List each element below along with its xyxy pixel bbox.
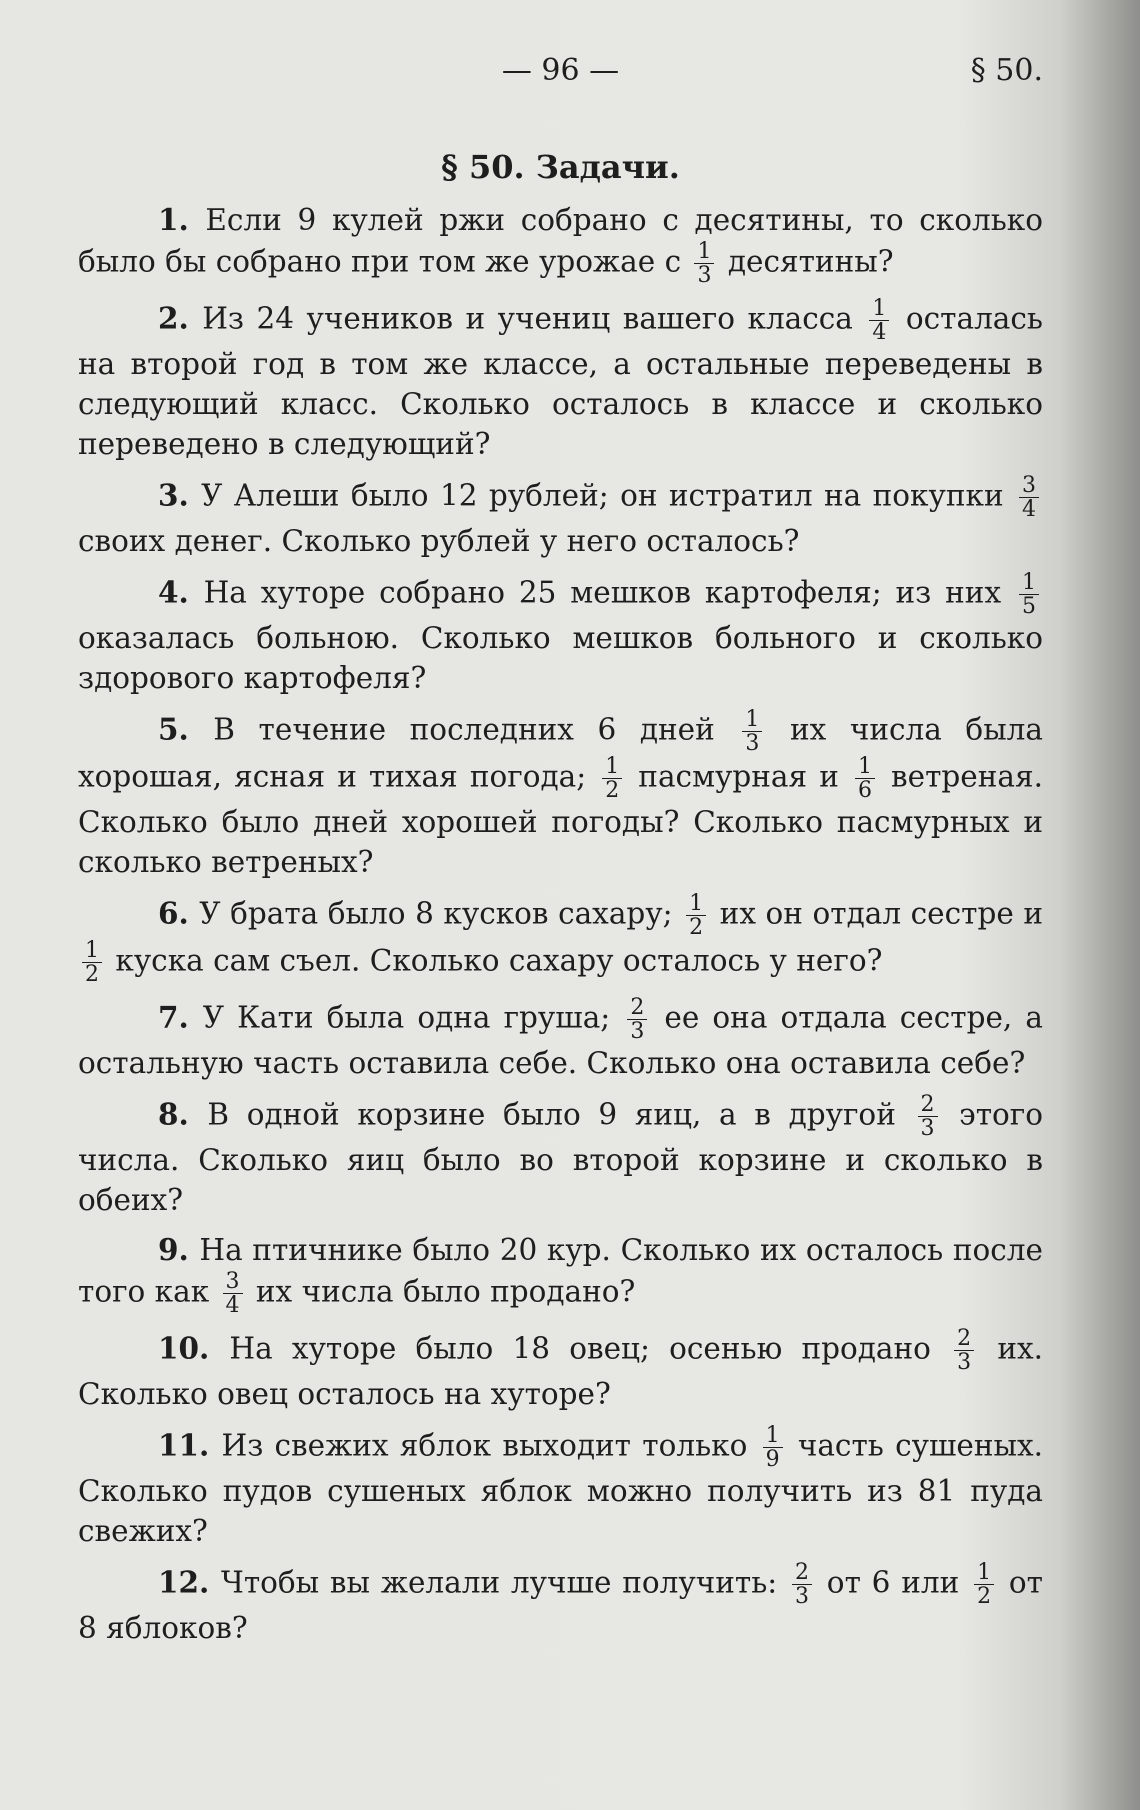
fraction-numerator: 3 [223,1270,243,1294]
problem-1 [78,200,1043,287]
problem-number: 8. [158,1096,208,1132]
problem-text: Из 24 учеников и учениц вашего класса [202,301,866,336]
fraction [792,1561,812,1608]
fraction [918,1093,938,1140]
problem-number: 9. [158,1232,200,1267]
problem-text: их числа была хорошая, ясная и тихая погода; [78,712,1043,794]
fraction-numerator: 1 [855,755,875,779]
section-marker: § 50. [970,53,1043,88]
fraction [602,755,622,802]
fraction-denominator: 3 [920,1116,935,1141]
problem-text: Если 9 кулей ржи собрано с десятины, то сколько было бы собрано при том же урожае с [78,203,1043,279]
fraction-numerator: 1 [1019,571,1039,595]
fraction-numerator: 1 [763,1424,783,1448]
problem-number: 11. [158,1427,222,1463]
problem-text: На птичнике было 20 кур. Сколько их осталось после того как [78,1233,1043,1309]
problem-text: У брата было 8 кусков сахару; [199,896,683,931]
fraction-denominator: 4 [225,1293,240,1318]
problem-text: На хуторе было 18 овец; осенью продано [229,1331,951,1366]
fraction [1019,571,1039,618]
problem-11 [78,1424,1043,1551]
problem-7 [78,996,1043,1083]
problem-text: часть сушеных. Сколько пудов сушеных яблок можно получить из 81 пуда свежих? [78,1428,1044,1548]
problem-text: Чтобы вы желали лучше получить: [221,1565,789,1600]
fraction-denominator: 6 [857,778,872,803]
fraction [855,755,875,802]
fraction-numerator: 2 [627,996,647,1020]
problem-list [78,200,1043,1658]
problem-text: их числа было продано? [246,1274,636,1309]
fraction [82,939,102,986]
problem-text: У Алеши было 12 рублей; он истратил на покупки [201,478,1015,513]
fraction [954,1327,974,1374]
fraction [869,297,889,344]
problem-12 [78,1561,1043,1648]
fraction [627,996,647,1043]
fraction-denominator: 9 [765,1447,780,1472]
problem-5 [78,708,1043,882]
problem-text: их он отдал сестре и [710,896,1043,931]
problem-text: В течение последних 6 дней [213,712,739,747]
problem-number: 5. [158,711,214,747]
problem-number: 4. [158,574,204,610]
problem-2 [78,297,1043,464]
problem-text: оказалась больною. Сколько мешков больного и сколько здорового картофеля? [78,621,1043,695]
fraction-denominator: 2 [977,1584,992,1609]
fraction-numerator: 1 [694,240,714,264]
section-title: § 50. Задачи. [441,148,680,186]
page-number: — 96 — [501,53,620,88]
fraction-numerator: 1 [974,1561,994,1585]
fraction-denominator: 5 [1022,594,1036,619]
fraction-denominator: 2 [605,778,620,803]
fraction [223,1270,243,1317]
problem-text: пасмурная и [626,759,851,794]
fraction-numerator: 1 [742,708,762,732]
problem-number: 2. [158,300,203,336]
problem-text: их. Сколько овец осталось на хуторе? [78,1331,1044,1411]
fraction [1019,474,1039,521]
fraction-denominator: 3 [957,1350,972,1375]
problem-number: 3. [158,477,202,513]
problem-number: 12. [158,1564,222,1600]
problem-8 [78,1093,1043,1220]
problem-number: 10. [158,1330,230,1366]
fraction-numerator: 2 [792,1561,812,1585]
fraction-numerator: 1 [869,297,889,321]
fraction-denominator: 3 [697,263,712,288]
problem-6 [78,892,1043,986]
problem-number: 7. [158,999,203,1035]
problem-10 [78,1327,1043,1414]
fraction-numerator: 1 [602,755,622,779]
problem-text: этого числа. Сколько яиц было во второй корзине и сколько в обеих? [78,1097,1043,1217]
problem-text: десятины? [718,244,894,279]
problem-text: куска сам съел. Сколько сахару осталось у него? [106,943,883,978]
fraction-denominator: 4 [872,320,887,345]
fraction-numerator: 1 [82,939,102,963]
fraction-denominator: 3 [745,731,760,756]
problem-text: В одной корзине было 9 яиц, а в другой [207,1097,914,1132]
problem-text: ветреная. Сколько было дней хорошей погоды? Сколько пасмурных и сколько ветреных? [78,759,1043,879]
problem-text: На хуторе собрано 25 мешков картофеля; из них [203,575,1015,610]
fraction-denominator: 3 [630,1019,645,1044]
fraction [694,240,714,287]
problem-4 [78,571,1043,698]
problem-number: 1. [158,202,206,237]
fraction [686,892,706,939]
problem-text: У Кати была одна груша; [202,1000,624,1035]
problem-9 [78,1230,1043,1317]
fraction-numerator: 2 [918,1093,938,1117]
fraction [742,708,762,755]
problem-3 [78,474,1043,561]
problem-text: ее она отдала сестре, а остальную часть оставила себе. Сколько она оставила себе? [78,1000,1043,1080]
problem-text: от 8 яблоков? [78,1565,1043,1645]
fraction-numerator: 3 [1019,474,1039,498]
page-header [78,48,1043,94]
problem-number: 6. [158,895,200,931]
fraction-denominator: 2 [689,915,704,940]
problem-text: осталась на второй год в том же классе, а остальные переведены в следующий класс. Сколько осталось в классе и сколько переведено в следующий? [78,301,1043,461]
problem-text: Из свежих яблок выходит только [221,1428,759,1463]
fraction [974,1561,994,1608]
fraction [763,1424,783,1471]
problem-text: от 6 или [816,1565,971,1600]
fraction-denominator: 2 [85,962,99,987]
fraction-denominator: 4 [1022,497,1036,522]
fraction-numerator: 1 [686,892,706,916]
fraction-numerator: 2 [954,1327,974,1351]
fraction-denominator: 3 [795,1584,810,1609]
problem-text: своих денег. Сколько рублей у него осталось? [78,524,800,558]
